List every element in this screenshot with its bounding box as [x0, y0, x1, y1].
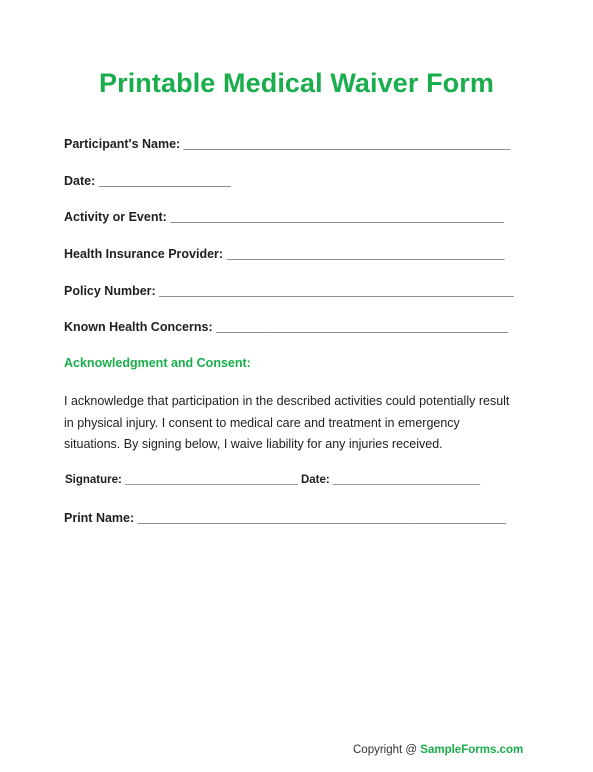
activity-field: Activity or Event: ________________________________________________	[64, 210, 504, 224]
print-name-line: Print Name: _____________________________________________________	[64, 511, 507, 525]
consent-line: in physical injury. I consent to medical care and treatment in emergency	[64, 415, 460, 430]
consent-paragraph	[64, 391, 544, 456]
signature-date-line: Signature: ___________________________ Date: _______________________	[65, 474, 480, 486]
date-field: Date: ___________________	[64, 174, 231, 188]
form-title: Printable Medical Waiver Form	[98, 68, 494, 98]
copyright-footer	[353, 744, 523, 756]
brand-link[interactable]: SampleForms.com	[420, 744, 524, 756]
health-concerns-field: Known Health Concerns: __________________________________________	[64, 320, 509, 334]
policy-number-field: Policy Number: ___________________________________________________	[64, 284, 514, 298]
insurance-provider-field: Health Insurance Provider: ________________________________________	[64, 247, 505, 261]
copyright-prefix: Copyright @	[353, 744, 421, 756]
acknowledgment-heading: Acknowledgment and Consent:	[64, 356, 251, 370]
participant-name-field: Participant's Name: _______________________________________________	[64, 137, 511, 151]
consent-line: situations. By signing below, I waive liability for any injuries received.	[64, 437, 443, 451]
consent-line: I acknowledge that participation in the described activities could potentially result	[64, 394, 510, 408]
